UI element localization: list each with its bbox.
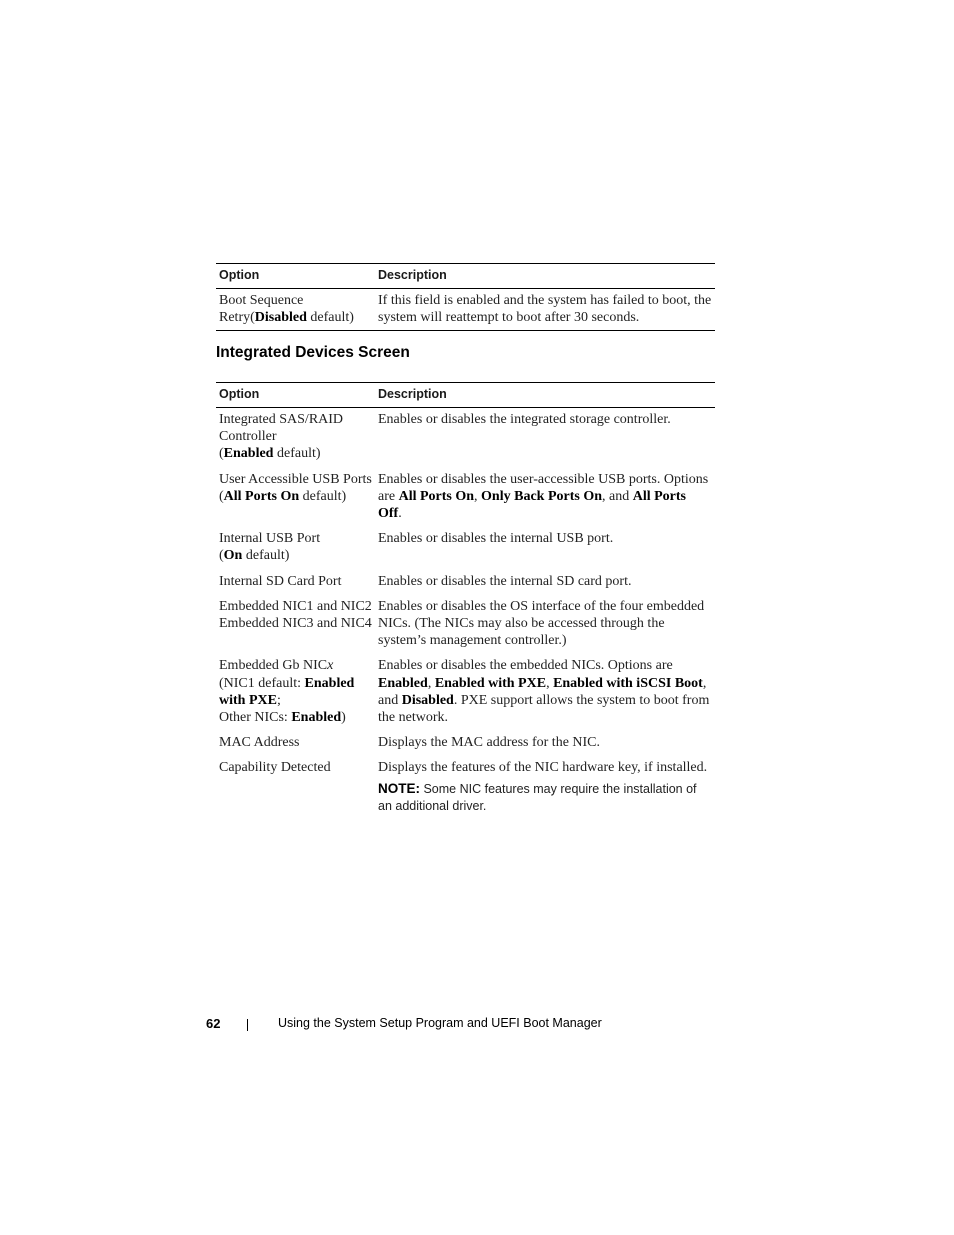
description-cell: Enables or disables the user-accessible USB ports. Options are All Ports On, Only Back Ports On, and All Ports Off. xyxy=(378,471,709,522)
table-row xyxy=(216,734,715,759)
header-option: Option xyxy=(216,383,375,408)
table-row xyxy=(216,598,715,658)
description-cell: Displays the features of the NIC hardware key, if installed. NOTE: Some NIC features may require the installation of an additional driver. xyxy=(375,759,715,822)
table-row xyxy=(216,657,715,734)
table-row xyxy=(216,289,715,331)
header-option: Option xyxy=(216,264,375,289)
description-cell: Displays the MAC address for the NIC. xyxy=(378,735,601,751)
table-row xyxy=(216,471,715,531)
description-cell: Enables or disables the internal SD card port. xyxy=(378,573,632,589)
option-cell: Capability Detected xyxy=(219,760,331,776)
description-cell: Enables or disables the embedded NICs. Options are Enabled, Enabled with PXE, Enabled with iSCSI Boot, and Disabled. PXE support allows the system to boot from the network. xyxy=(378,658,710,726)
description-cell: Enables or disables the internal USB port. xyxy=(378,531,614,547)
footer-divider xyxy=(247,1019,248,1031)
header-description: Description xyxy=(375,264,715,289)
option-cell: MAC Address xyxy=(219,735,300,751)
option-cell: Internal SD Card Port xyxy=(219,573,342,589)
option-cell: User Accessible USB Ports (All Ports On default) xyxy=(219,471,372,504)
table-row xyxy=(216,573,715,598)
footer-title: Using the System Setup Program and UEFI Boot Manager xyxy=(278,1016,602,1030)
description-cell: Enables or disables the OS interface of the four embedded NICs. (The NICs may also be accessed through the system’s management controller.) xyxy=(378,598,705,649)
table-header-row xyxy=(216,383,715,408)
page-number: 62 xyxy=(206,1016,221,1031)
option-cell: Embedded NIC1 and NIC2 Embedded NIC3 and NIC4 xyxy=(219,598,372,632)
section-heading: Integrated Devices Screen xyxy=(216,344,410,361)
option-cell: Boot Sequence Retry(Disabled default) xyxy=(219,293,354,326)
option-cell: Embedded Gb NICx (NIC1 default: Enabled with PXE; Other NICs: Enabled) xyxy=(219,658,355,726)
boot-options-table xyxy=(216,263,715,331)
header-description: Description xyxy=(375,383,715,408)
table-row xyxy=(216,759,715,822)
note: NOTE: Some NIC features may require the installation of an additional driver. xyxy=(378,780,697,813)
option-cell: Integrated SAS/RAID Controller (Enabled default) xyxy=(219,412,344,462)
table-row xyxy=(216,408,715,471)
integrated-devices-table xyxy=(216,382,715,823)
option-cell: Internal USB Port (On default) xyxy=(219,531,321,564)
note-label: NOTE: xyxy=(378,780,420,796)
table-header-row xyxy=(216,264,715,289)
table-row xyxy=(216,530,715,572)
description-cell: Enables or disables the integrated storage controller. xyxy=(378,412,671,427)
description-cell: If this field is enabled and the system has failed to boot, the system will reattempt to boot after 30 seconds. xyxy=(378,293,712,326)
